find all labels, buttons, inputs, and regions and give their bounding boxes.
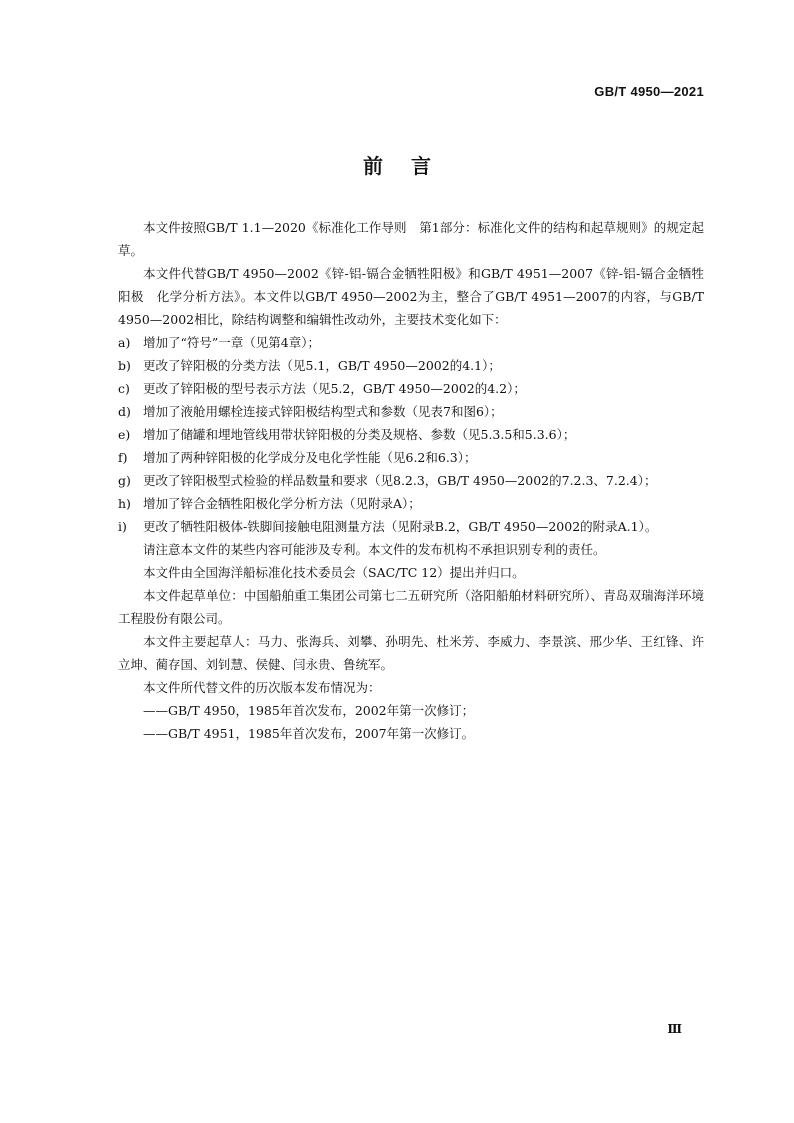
history-item: ——GB/T 4950，1985年首次发布，2002年第一次修订；: [143, 703, 475, 718]
list-text: 增加了两种锌阳极的化学成分及电化学性能（见6.2和6.3）；: [143, 450, 477, 465]
list-item: [118, 492, 704, 515]
page-number: Ⅲ: [667, 1022, 682, 1036]
paragraph-drafting-rule: 本文件按照GB/T 1.1—2020《标准化工作导则 第1部分：标准化文件的结构和起草规则》的规定起草。: [118, 220, 704, 258]
list-text: 增加了储罐和埋地管线用带状锌阳极的分类及规格、参数（见5.3.5和5.3.6）；: [143, 427, 576, 442]
paragraph-history-intro: 本文件所代替文件的历次版本发布情况为：: [143, 680, 381, 695]
list-text: 更改了锌阳极的型号表示方法（见5.2，GB/T 4950—2002的4.2）；: [143, 381, 526, 396]
paragraph-patent-notice: 请注意本文件的某些内容可能涉及专利。本文件的发布机构不承担识别专利的责任。: [143, 542, 606, 557]
list-marker: b): [118, 358, 131, 373]
list-item: [118, 377, 704, 400]
list-marker: e): [118, 427, 131, 442]
list-item: [118, 446, 704, 469]
paragraph-replacement: 本文件代替GB/T 4950—2002《锌-铝-镉合金牺牲阳极》和GB/T 4951—2007《锌-铝-镉合金牺牲阳极 化学分析方法》。本文件以GB/T 4950—2002为主，整合了GB/T 4951—2007的内容，与GB/T 4950—2002相比，除结构调整和编辑性改动外，主要技术变化如下：: [118, 266, 704, 327]
standard-code: GB/T 4950—2021: [594, 84, 704, 99]
list-marker: d): [118, 404, 131, 419]
list-marker: f): [118, 450, 128, 465]
list-text: 更改了锌阳极型式检验的样品数量和要求（见8.2.3，GB/T 4950—2002的7.2.3、7.2.4）；: [143, 473, 657, 488]
list-item: [118, 354, 704, 377]
list-item: [118, 515, 704, 538]
paragraph-proposer: 本文件由全国海洋船标准化技术委员会（SAC/TC 12）提出并归口。: [143, 565, 525, 580]
list-item: [118, 400, 704, 423]
list-marker: g): [118, 473, 131, 488]
paragraph-drafters: 本文件主要起草人：马力、张海兵、刘攀、孙明先、杜米芳、李威力、李景滨、邢少华、王红锋、许立坤、蔺存国、刘钊慧、侯健、闫永贵、鲁统军。: [118, 634, 704, 672]
list-text: 增加了液舱用螺栓连接式锌阳极结构型式和参数（见表7和图6）；: [143, 404, 503, 419]
history-item: ——GB/T 4951，1985年首次发布，2007年第一次修订。: [143, 726, 475, 741]
list-marker: c): [118, 381, 130, 396]
list-text: 更改了牺牲阳极体-铁脚间接触电阻测量方法（见附录B.2，GB/T 4950—2002的附录A.1）。: [143, 519, 658, 534]
list-text: 增加了锌合金牺牲阳极化学分析方法（见附录A）；: [143, 496, 421, 511]
list-marker: h): [118, 496, 131, 511]
page-title: 前言: [363, 154, 459, 178]
list-item: [118, 469, 704, 492]
list-text: 更改了锌阳极的分类方法（见5.1，GB/T 4950—2002的4.1）；: [143, 358, 501, 373]
list-marker: i): [118, 519, 127, 534]
list-item: [118, 423, 704, 446]
list-text: 增加了“符号”一章（见第4章）；: [143, 335, 320, 350]
foreword-body: [118, 216, 704, 745]
list-item: [118, 331, 704, 354]
paragraph-drafting-units: 本文件起草单位：中国船舶重工集团公司第七二五研究所（洛阳船舶材料研究所）、青岛双瑞海洋环境工程股份有限公司。: [118, 588, 704, 626]
list-marker: a): [118, 335, 131, 350]
